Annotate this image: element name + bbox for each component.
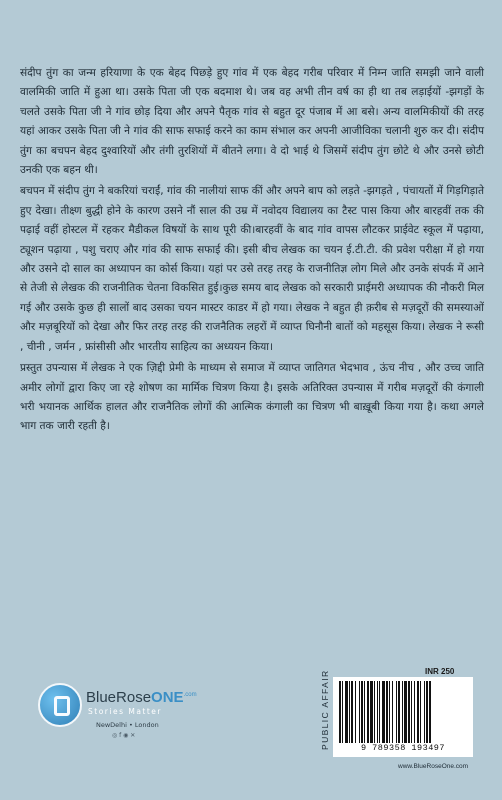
publisher-name-one: ONE (151, 689, 184, 706)
blurb-paragraph-1: संदीप तुंग का जन्म हरियाणा के एक बेहद पिछड़े हुए गांव में एक बेहद गरीब परिवार में निम्न जाति समझी जाने वाली वालमिकी जाति में हुआ था। उसके पिता जी एक बदमाश थे। जब वह अभी तीन वर्ष का ही था तब लड़ाईयों -झगड़ों के चलते उसके पिता जी ने गांव छोड़ दिया और अपने पैतृक गांव से बहुत दूर पंजाब में आ बसे। अन्य वालमिकीयों की तरह यहां आकर उसके पिता जी ने गांव की साफ सफाई करने का काम संभाल कर अपनी आजीविका चलानी शुरु कर दी। संदीप तुंग का बचपन बेहद दुश्वारियों और तंगी तुरशियों में बीतने लगा। वे दो भाई थे जिसमें संदीप तुंग छोटे थे और उनसे छोटी उनकी एक बहन थी। (20, 67, 484, 177)
price-label: INR 250 (425, 667, 455, 676)
publisher-tagline: Stories Matter (88, 707, 163, 716)
blurb-paragraph-3: प्रस्तुत उपन्यास में लेखक ने एक ज़िद्दी प्रेमी के माध्यम से समाज में व्याप्त जातिगत भेदभाव , ऊंच नीच , और उच्च जाति अमीर लोगों द्वारा किए जा रहे शोषण का मार्मिक चित्रण किया है। इसके अतिरिक्त उपन्यास में गरीब मज़दूरों की कंगाली भरी भयानक आर्थिक हालत और राजनैतिक लोगों की आत्मिक कंगाली का चित्रण भी बाख़ूबी किया गया है। कथा अगले भाग तक जारी रहती है। (20, 362, 484, 433)
blurb-paragraph-2: बचपन में संदीप तुंग ने बकरियां चराईं, गांव की नालीयां साफ कीं और अपने बाप को लड़ते -झगड़ते , पंचायतों में गिड़गिड़ाते हुए देखा। तीक्ष्ण बुद्धी होने के कारण उसने नौं साल की उम्र में नवोदय विद्यालय का टैस्ट पास किया और बारहवीं तक की पढ़ाई वहीं होस्टल में रहकर मैडीकल विषयों के साथ पूरी की।बारहवीं के बाद गांव वापस लौटकर प्राईवेट स्कूल में पढ़ाया, ट्यूशन पढ़ाया , पशु चराए और गांव की साफ सफाई की। इसी बीच लेखक का चयन ई.टी.टी. की प्रवेश परीक्षा में हो गया और उसने दो साल का अध्यापन का कोर्स किया। यहां पर उसे तरह तरह के राजनीतिज्ञ लोग मिले और उनके संपर्क में आने से तेजी से लेखक की राजनीतिक चेतना विकसित हुई।कुछ समय बाद लेखक को सरकारी प्राईमरी अध्यापक की नौकरी मिल गई और उसके कुछ ही सालों बाद उसका चयन मास्टर काडर में हो गया। लेखक ने बहुत ही क़रीब से मज़दूरों की समस्याओं और मज़बूरियों को देखा और फिर तरह तरह की राजनैतिक लहरों में व्याप्त घिनौनी बातों को महसूस किया। लेखक ने रूसी , चीनी , जर्मन , फ्रांसीसी और भारतीय साहित्य का अध्ययन किया। (20, 185, 484, 353)
social-icons: ◎ f ◉ ✕ (112, 732, 136, 739)
publisher-website: www.BlueRoseOne.com (398, 763, 469, 770)
blurb-text (20, 64, 484, 437)
publisher-cities: NewDelhi • London (96, 721, 159, 729)
isbn-barcode (333, 677, 473, 757)
barcode-bars (337, 681, 469, 743)
category-label: PUBLIC AFFAIR (320, 669, 330, 750)
publisher-name (86, 689, 197, 706)
publisher-name-suffix: .com (183, 692, 197, 698)
isbn-number: 9 789358 193497 (360, 743, 445, 753)
publisher-logo (38, 683, 228, 743)
bluerose-b-icon (38, 683, 82, 727)
publisher-name-main: BlueRose (86, 689, 152, 706)
